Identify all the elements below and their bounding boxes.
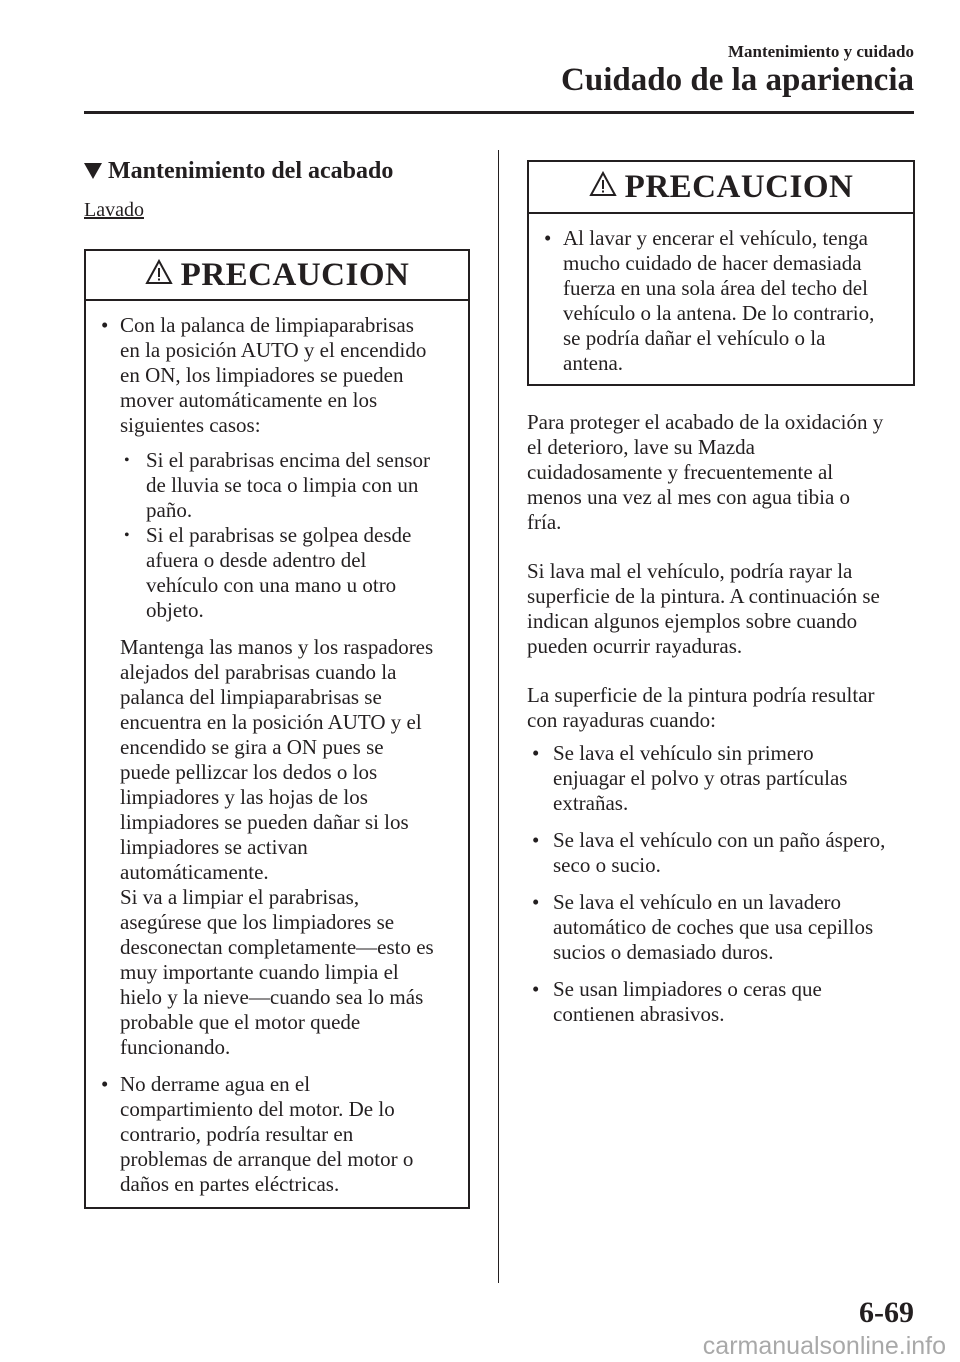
left-column	[84, 153, 470, 1209]
text-line: encendido se gira a ON pues se	[120, 735, 384, 759]
caution-box-body	[86, 301, 468, 1211]
text-line: daños en partes eléctricas.	[120, 1172, 340, 1196]
text-line: sucios o demasiado duros.	[553, 940, 774, 964]
text-line: menos una vez al mes con agua tibia o	[527, 485, 851, 509]
caution-label: PRECAUCION	[624, 168, 854, 205]
text-line: palanca del limpiaparabrisas se	[120, 685, 382, 709]
text-line: limpiadores se activan	[120, 835, 308, 859]
text-line: puede pellizcar los dedos o los	[120, 760, 378, 784]
text-line: No derrame agua en el	[120, 1072, 311, 1096]
paragraph	[527, 559, 915, 659]
right-column	[527, 160, 915, 1039]
list-item	[527, 828, 915, 878]
caution-sub-item	[120, 523, 462, 623]
text-line: vehículo con una mano u otro	[146, 573, 397, 597]
text-line: probable que el motor quede	[120, 1010, 361, 1034]
subheading-lavado: Lavado	[84, 199, 144, 221]
bullet-icon: •	[544, 226, 552, 250]
bullet-icon: •	[532, 741, 540, 765]
text-line: limpiadores y las hojas de los	[120, 785, 368, 809]
text-line: se podría dañar el vehículo o la	[563, 326, 826, 350]
text-line: Se lava el vehículo con un paño áspero,	[553, 828, 886, 852]
text-line: automático de coches que usa cepillos	[553, 915, 874, 939]
text-line: contrario, podría resultar en	[120, 1122, 354, 1146]
text-line: vehículo o la antena. De lo contrario,	[563, 301, 875, 325]
text-line: objeto.	[146, 598, 204, 622]
text-line: con rayaduras cuando:	[527, 708, 716, 732]
text-line: paño.	[146, 498, 193, 522]
text-line: compartimiento del motor. De lo	[120, 1097, 395, 1121]
text-line: el deterioro, lave su Mazda	[527, 435, 755, 459]
text-line: afuera o desde adentro del	[146, 548, 367, 572]
bullet-icon: •	[101, 313, 109, 337]
text-line: problemas de arranque del motor o	[120, 1147, 414, 1171]
text-line: Al lavar y encerar el vehículo, tenga	[563, 226, 868, 250]
bullet-icon: •	[532, 977, 540, 1001]
bullet-icon: •	[532, 890, 540, 914]
caution-box-header	[86, 251, 468, 301]
list-item	[527, 977, 915, 1027]
text-line: superficie de la pintura. A continuación se	[527, 584, 880, 608]
header-rule	[84, 111, 914, 114]
text-line: fría.	[527, 510, 562, 534]
text-line: pueden ocurrir rayaduras.	[527, 634, 743, 658]
body-text	[527, 410, 915, 1027]
text-line: alejados del parabrisas cuando la	[120, 660, 397, 684]
sub-bullet-icon: •	[124, 452, 130, 469]
text-line: en ON, los limpiadores se pueden	[120, 363, 404, 387]
caution-label: PRECAUCION	[180, 256, 410, 293]
text-line: Se lava el vehículo en un lavadero	[553, 890, 842, 914]
list-item	[527, 741, 915, 816]
caution-box-header	[529, 162, 913, 214]
text-line: enjuagar el polvo y otras partículas	[553, 766, 848, 790]
caution-item	[541, 226, 907, 376]
text-line: antena.	[563, 351, 624, 375]
text-line: Si lava mal el vehículo, podría rayar la	[527, 559, 853, 583]
caution-text	[120, 1072, 462, 1197]
text-line: siguientes casos:	[120, 413, 261, 437]
section-title-text: Mantenimiento del acabado	[108, 158, 394, 184]
paragraph	[527, 683, 915, 733]
text-line: desconectan completamente―esto es	[120, 935, 434, 959]
sub-bullet-icon: •	[124, 527, 130, 544]
bullet-icon: •	[101, 1072, 109, 1096]
section-title	[84, 153, 470, 189]
text-line: Se lava el vehículo sin primero	[553, 741, 814, 765]
caution-text	[120, 313, 462, 438]
text-line: mucho cuidado de hacer demasiada	[563, 251, 862, 275]
text-line: Para proteger el acabado de la oxidación y	[527, 410, 884, 434]
caution-item	[98, 1072, 462, 1197]
text-line: Si va a limpiar el parabrisas,	[120, 885, 360, 909]
text-line: Con la palanca de limpiaparabrisas	[120, 313, 414, 337]
text-line: mover automáticamente en los	[120, 388, 378, 412]
text-line: funcionando.	[120, 1035, 231, 1059]
text-line: seco o sucio.	[553, 853, 661, 877]
down-triangle-icon	[84, 163, 102, 179]
text-line: cuidadosamente y frecuentemente al	[527, 460, 834, 484]
column-divider	[498, 150, 499, 1283]
text-line: limpiadores se pueden dañar si los	[120, 810, 409, 834]
text-line: muy importante cuando limpia el	[120, 960, 399, 984]
paragraph	[527, 410, 915, 535]
text-line: Si el parabrisas se golpea desde	[146, 523, 412, 547]
text-line: indican algunos ejemplos sobre cuando	[527, 609, 858, 633]
text-line: extrañas.	[553, 791, 629, 815]
section-header: Mantenimiento y cuidado	[727, 42, 914, 61]
watermark: carmanualsonline.info	[702, 1332, 946, 1360]
text-line: hielo y la nieve―cuando sea lo más	[120, 985, 424, 1009]
text-line: contienen abrasivos.	[553, 1002, 725, 1026]
list-item	[527, 890, 915, 965]
caution-item	[98, 313, 462, 1060]
caution-sub-item	[120, 448, 462, 523]
chapter-header: Cuidado de la apariencia	[561, 62, 914, 98]
text-line: encuentra en la posición AUTO y el	[120, 710, 422, 734]
caution-box-right	[527, 160, 915, 386]
warning-triangle-icon	[145, 257, 173, 294]
page-number: 6-69	[859, 1296, 914, 1329]
text-line: de lluvia se toca o limpia con un	[146, 473, 419, 497]
caution-text	[563, 226, 907, 376]
caution-box-left	[84, 249, 470, 1209]
text-line: Mantenga las manos y los raspadores	[120, 635, 434, 659]
text-line: La superficie de la pintura podría resultar	[527, 683, 875, 707]
text-line: fuerza en una sola área del techo del	[563, 276, 868, 300]
bullet-icon: •	[532, 828, 540, 852]
warning-triangle-icon	[589, 169, 617, 206]
text-line: asegúrese que los limpiadores se	[120, 910, 395, 934]
caution-box-body	[529, 214, 913, 390]
caution-paragraph	[120, 635, 462, 1060]
text-line: en la posición AUTO y el encendido	[120, 338, 427, 362]
text-line: Si el parabrisas encima del sensor	[146, 448, 430, 472]
text-line: automáticamente.	[120, 860, 269, 884]
text-line: Se usan limpiadores o ceras que	[553, 977, 822, 1001]
